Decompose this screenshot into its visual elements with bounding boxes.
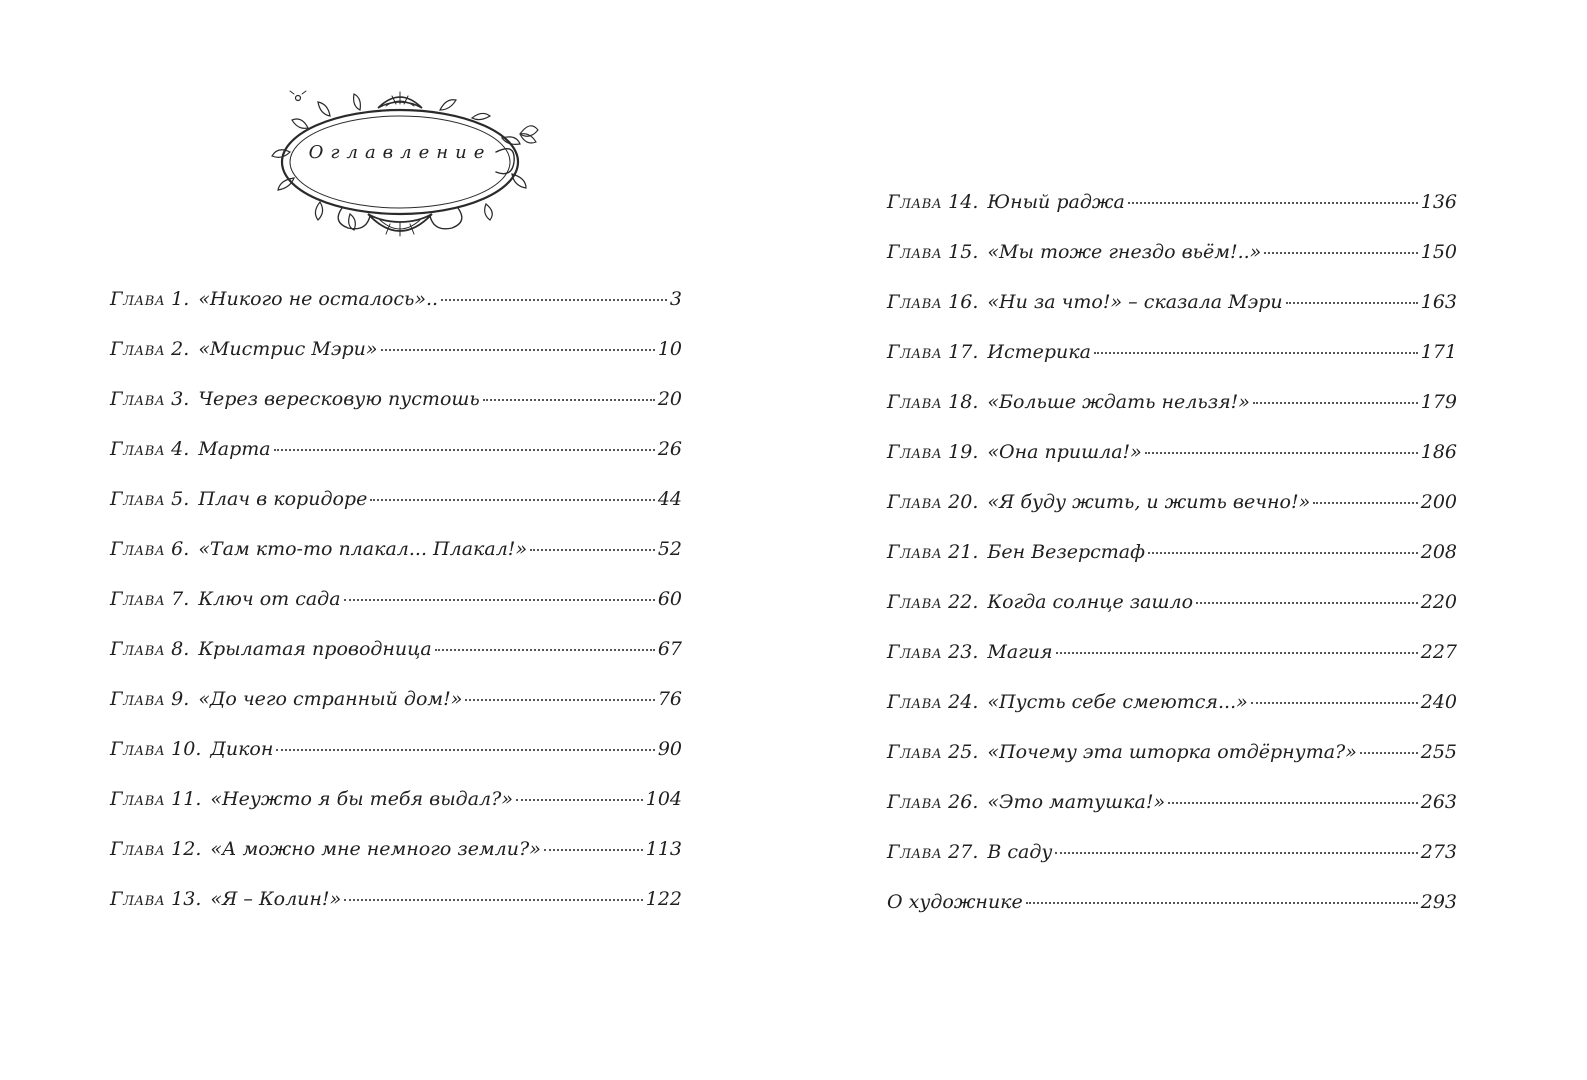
chapter-title: «Больше ждать нельзя!» bbox=[987, 391, 1250, 413]
chapter-label: Глава bbox=[110, 838, 166, 860]
chapter-label: Глава bbox=[887, 691, 943, 713]
chapter-number: 23. bbox=[948, 641, 979, 663]
dot-leader bbox=[435, 649, 655, 651]
toc-heading: Оглавление bbox=[308, 142, 492, 163]
chapter-number: 17. bbox=[948, 341, 979, 363]
page-number: 208 bbox=[1420, 541, 1457, 563]
chapter-number: 10. bbox=[171, 738, 202, 760]
chapter-label: Глава bbox=[110, 638, 166, 660]
chapter-title: «Я буду жить, и жить вечно!» bbox=[987, 491, 1311, 513]
chapter-label: Глава bbox=[110, 688, 166, 710]
chapter-number: 12. bbox=[171, 838, 202, 860]
dot-leader bbox=[1128, 202, 1418, 204]
page-number: 3 bbox=[669, 288, 682, 310]
dot-leader bbox=[381, 349, 655, 351]
toc-entry[interactable] bbox=[887, 841, 1457, 891]
dot-leader bbox=[1313, 502, 1417, 504]
dot-leader bbox=[1026, 902, 1418, 904]
page-number: 171 bbox=[1420, 341, 1457, 363]
chapter-number: 5. bbox=[171, 488, 190, 510]
chapter-number: 20. bbox=[948, 491, 979, 513]
page-number: 76 bbox=[657, 688, 682, 710]
chapter-label: Глава bbox=[110, 888, 166, 910]
chapter-title: Истерика bbox=[987, 341, 1091, 363]
dot-leader bbox=[1056, 652, 1418, 654]
page-number: 200 bbox=[1420, 491, 1457, 513]
chapter-title: О художнике bbox=[887, 891, 1023, 913]
heading-cartouche bbox=[250, 82, 550, 242]
chapter-label: Глава bbox=[110, 738, 166, 760]
toc-entry[interactable] bbox=[887, 541, 1457, 591]
page-number: 240 bbox=[1420, 691, 1457, 713]
dot-leader bbox=[544, 849, 643, 851]
chapter-number: 6. bbox=[171, 538, 190, 560]
chapter-title: Крылатая проводница bbox=[198, 638, 432, 660]
chapter-number: 25. bbox=[948, 741, 979, 763]
chapter-title: Бен Везерстаф bbox=[987, 541, 1145, 563]
dot-leader bbox=[1148, 552, 1418, 554]
toc-entry[interactable] bbox=[110, 488, 682, 538]
chapter-title: «Мы тоже гнездо вьём!..» bbox=[987, 241, 1262, 263]
toc-list-left bbox=[110, 288, 682, 938]
chapter-title: «Никого не осталось».. bbox=[198, 288, 439, 310]
dot-leader bbox=[370, 499, 654, 501]
right-page bbox=[793, 0, 1587, 1080]
chapter-title: Плач в коридоре bbox=[198, 488, 368, 510]
toc-entry[interactable] bbox=[887, 641, 1457, 691]
toc-entry[interactable] bbox=[887, 391, 1457, 441]
toc-entry[interactable] bbox=[887, 691, 1457, 741]
chapter-number: 18. bbox=[948, 391, 979, 413]
page-number: 10 bbox=[657, 338, 682, 360]
toc-entry[interactable] bbox=[110, 538, 682, 588]
page-number: 113 bbox=[645, 838, 682, 860]
chapter-number: 9. bbox=[171, 688, 190, 710]
dot-leader bbox=[1094, 352, 1418, 354]
chapter-label: Глава bbox=[110, 788, 166, 810]
page-number: 255 bbox=[1420, 741, 1457, 763]
chapter-title: «До чего странный дом!» bbox=[198, 688, 463, 710]
page-number: 60 bbox=[657, 588, 682, 610]
page-number: 67 bbox=[657, 638, 682, 660]
chapter-label: Глава bbox=[887, 291, 943, 313]
page-number: 136 bbox=[1420, 191, 1457, 213]
page-number: 44 bbox=[657, 488, 682, 510]
chapter-title: «Почему эта шторка отдёрнута?» bbox=[987, 741, 1357, 763]
chapter-label: Глава bbox=[110, 438, 166, 460]
dot-leader bbox=[1145, 452, 1418, 454]
chapter-number: 19. bbox=[948, 441, 979, 463]
toc-list-right bbox=[887, 191, 1457, 941]
chapter-number: 13. bbox=[171, 888, 202, 910]
toc-entry[interactable] bbox=[110, 388, 682, 438]
chapter-label: Глава bbox=[887, 241, 943, 263]
toc-entry[interactable] bbox=[887, 341, 1457, 391]
chapter-title: «Пусть себе смеются...» bbox=[987, 691, 1248, 713]
chapter-number: 2. bbox=[171, 338, 190, 360]
toc-entry[interactable] bbox=[110, 438, 682, 488]
chapter-title: Магия bbox=[987, 641, 1053, 663]
chapter-title: «Я – Колин!» bbox=[210, 888, 342, 910]
page-number: 104 bbox=[645, 788, 682, 810]
chapter-label: Глава bbox=[110, 538, 166, 560]
chapter-number: 14. bbox=[948, 191, 979, 213]
chapter-label: Глава bbox=[887, 341, 943, 363]
chapter-label: Глава bbox=[887, 441, 943, 463]
page-number: 26 bbox=[657, 438, 682, 460]
chapter-number: 27. bbox=[948, 841, 979, 863]
page-number: 273 bbox=[1420, 841, 1457, 863]
toc-entry[interactable] bbox=[110, 738, 682, 788]
chapter-title: Когда солнце зашло bbox=[987, 591, 1194, 613]
dot-leader bbox=[1251, 702, 1418, 704]
page-number: 293 bbox=[1420, 891, 1457, 913]
chapter-number: 26. bbox=[948, 791, 979, 813]
toc-entry[interactable] bbox=[110, 688, 682, 738]
chapter-number: 15. bbox=[948, 241, 979, 263]
toc-entry[interactable] bbox=[887, 491, 1457, 541]
chapter-title: «А можно мне немного земли?» bbox=[210, 838, 541, 860]
chapter-label: Глава bbox=[887, 541, 943, 563]
chapter-number: 3. bbox=[171, 388, 190, 410]
chapter-title: Марта bbox=[198, 438, 271, 460]
dot-leader bbox=[1196, 602, 1418, 604]
page-number: 163 bbox=[1420, 291, 1457, 313]
dot-leader bbox=[1360, 752, 1418, 754]
chapter-title: «Неужто я бы тебя выдал?» bbox=[210, 788, 513, 810]
toc-entry[interactable] bbox=[887, 591, 1457, 641]
dot-leader bbox=[344, 599, 655, 601]
toc-entry[interactable] bbox=[887, 191, 1457, 241]
toc-entry[interactable] bbox=[110, 838, 682, 888]
chapter-title: «Это матушка!» bbox=[987, 791, 1166, 813]
chapter-title: В саду bbox=[987, 841, 1053, 863]
chapter-title: Через вересковую пустошь bbox=[198, 388, 480, 410]
dot-leader bbox=[441, 299, 667, 301]
page-number: 263 bbox=[1420, 791, 1457, 813]
toc-entry[interactable] bbox=[110, 588, 682, 638]
page-number: 90 bbox=[657, 738, 682, 760]
page-number: 186 bbox=[1420, 441, 1457, 463]
chapter-label: Глава bbox=[887, 391, 943, 413]
dot-leader bbox=[1286, 302, 1418, 304]
chapter-title: Юный раджа bbox=[987, 191, 1125, 213]
dot-leader bbox=[1253, 402, 1418, 404]
toc-entry[interactable] bbox=[887, 441, 1457, 491]
dot-leader bbox=[483, 399, 655, 401]
chapter-label: Глава bbox=[110, 338, 166, 360]
dot-leader bbox=[1168, 802, 1418, 804]
page-number: 122 bbox=[645, 888, 682, 910]
chapter-label: Глава bbox=[887, 591, 943, 613]
chapter-number: 21. bbox=[948, 541, 979, 563]
chapter-label: Глава bbox=[887, 491, 943, 513]
dot-leader bbox=[274, 449, 655, 451]
page-number: 150 bbox=[1420, 241, 1457, 263]
chapter-title: Ключ от сада bbox=[198, 588, 341, 610]
dot-leader bbox=[516, 799, 643, 801]
chapter-title: Дикон bbox=[210, 738, 274, 760]
dot-leader bbox=[276, 749, 654, 751]
chapter-label: Глава bbox=[110, 488, 166, 510]
chapter-label: Глава bbox=[887, 741, 943, 763]
chapter-number: 16. bbox=[948, 291, 979, 313]
chapter-title: «Мистрис Мэри» bbox=[198, 338, 378, 360]
page-number: 227 bbox=[1420, 641, 1457, 663]
toc-entry[interactable] bbox=[887, 741, 1457, 791]
chapter-label: Глава bbox=[887, 841, 943, 863]
page-number: 20 bbox=[657, 388, 682, 410]
toc-entry[interactable] bbox=[887, 241, 1457, 291]
dot-leader bbox=[465, 699, 654, 701]
toc-entry[interactable] bbox=[110, 888, 682, 938]
chapter-label: Глава bbox=[887, 191, 943, 213]
chapter-number: 1. bbox=[171, 288, 190, 310]
chapter-title: «Она пришла!» bbox=[987, 441, 1142, 463]
chapter-number: 22. bbox=[948, 591, 979, 613]
toc-entry[interactable] bbox=[887, 791, 1457, 841]
page-number: 220 bbox=[1420, 591, 1457, 613]
chapter-title: «Ни за что!» – сказала Мэри bbox=[987, 291, 1283, 313]
toc-entry[interactable] bbox=[110, 638, 682, 688]
toc-entry[interactable] bbox=[110, 338, 682, 388]
chapter-label: Глава bbox=[110, 288, 166, 310]
chapter-label: Глава bbox=[887, 791, 943, 813]
toc-entry[interactable] bbox=[887, 891, 1457, 941]
dot-leader bbox=[1264, 252, 1417, 254]
chapter-number: 11. bbox=[171, 788, 202, 810]
chapter-number: 4. bbox=[171, 438, 190, 460]
chapter-label: Глава bbox=[110, 388, 166, 410]
page-number: 179 bbox=[1420, 391, 1457, 413]
chapter-label: Глава bbox=[110, 588, 166, 610]
dot-leader bbox=[530, 549, 655, 551]
chapter-number: 8. bbox=[171, 638, 190, 660]
toc-entry[interactable] bbox=[110, 288, 682, 338]
dot-leader bbox=[1055, 852, 1417, 854]
left-page bbox=[0, 0, 793, 1080]
chapter-title: «Там кто-то плакал... Плакал!» bbox=[198, 538, 528, 560]
dot-leader bbox=[344, 899, 643, 901]
toc-entry[interactable] bbox=[887, 291, 1457, 341]
chapter-number: 24. bbox=[948, 691, 979, 713]
page-number: 52 bbox=[657, 538, 682, 560]
chapter-number: 7. bbox=[171, 588, 190, 610]
toc-entry[interactable] bbox=[110, 788, 682, 838]
chapter-label: Глава bbox=[887, 641, 943, 663]
